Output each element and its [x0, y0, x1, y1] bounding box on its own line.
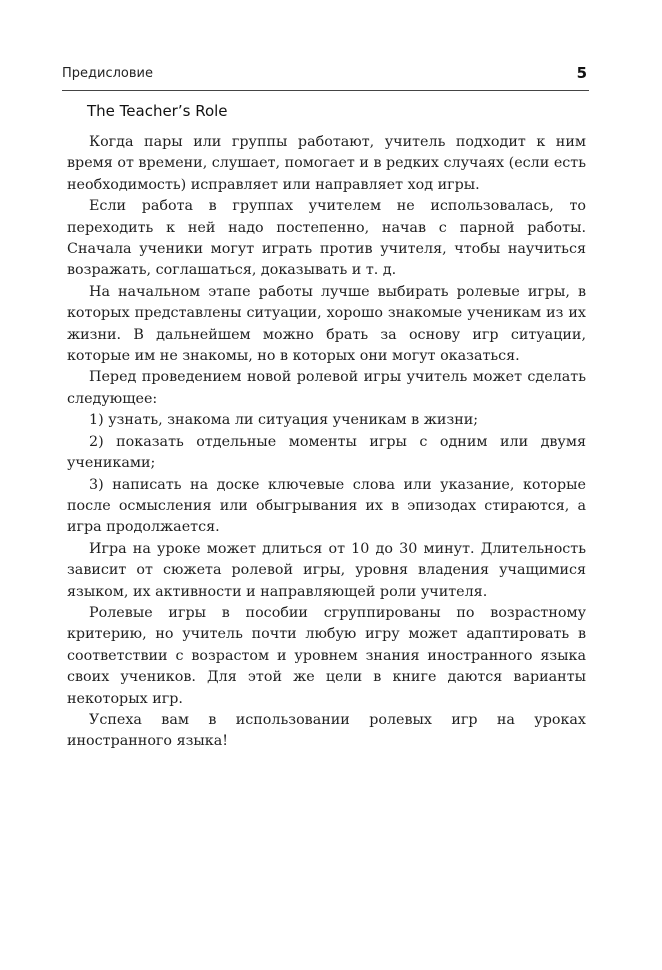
- paragraph-duration: Игра на уроке может длиться от 10 до 30 минут. Длительность зависит от сюжета ролевой игры, уровня владения учащимися языком, их активности и направляющей роли учителя.: [67, 540, 586, 600]
- page-number: 5: [576, 64, 587, 82]
- paragraph-preparation: Перед проведением новой ролевой игры учитель может сделать следующее:: [67, 369, 586, 407]
- paragraph-initial-stage: На начальном этапе работы лучше выбирать ролевые игры, в которых представлены ситуации, хорошо знакомые ученикам из их жизни. В дальнейшем можно брать за основу игр ситуации, которые им не знакомы, но в которых они могут оказаться.: [67, 283, 586, 365]
- paragraph-age-grouping: Ролевые игры в пособии сгруппированы по возрастному критерию, но учитель почти любую игру может адаптировать в соответствии с возрастом и уровнем знания иностранного языка своих учеников. Для этой же цели в книге даются варианты некоторых игр.: [67, 604, 586, 707]
- running-title: Предисловие: [62, 66, 153, 81]
- running-head: [62, 66, 589, 88]
- list-item-find-out: 1) узнать, знакома ли ситуация ученикам в жизни;: [89, 412, 479, 429]
- paragraph-group-work: Если работа в группах учителем не использовалась, то переходить к ней надо постепенно, начав с парной работы. Сначала ученики могут играть против учителя, чтобы научиться возражать, соглашаться, доказывать и т. д.: [67, 198, 586, 279]
- header-divider: [62, 90, 589, 91]
- paragraph-teacher-supervision: Когда пары или группы работают, учитель подходит к ним время от времени, слушает, помогает и в редких случаях (если есть необходимость) исправляет или направляет ход игры.: [67, 134, 586, 193]
- list-item-write-keywords: 3) написать на доске ключевые слова или указание, которые после осмысления или обыгрывания их в эпизодах стираются, а игра продолжается.: [67, 476, 586, 536]
- section-title: The Teacher’s Role: [87, 102, 228, 120]
- list-item-show-moments: 2) показать отдельные моменты игры с одним или двумя учениками;: [67, 433, 586, 472]
- paragraph-wishes: Успеха вам в использовании ролевых игр на уроках иностранного языка!: [67, 711, 586, 750]
- page-body: [67, 98, 586, 753]
